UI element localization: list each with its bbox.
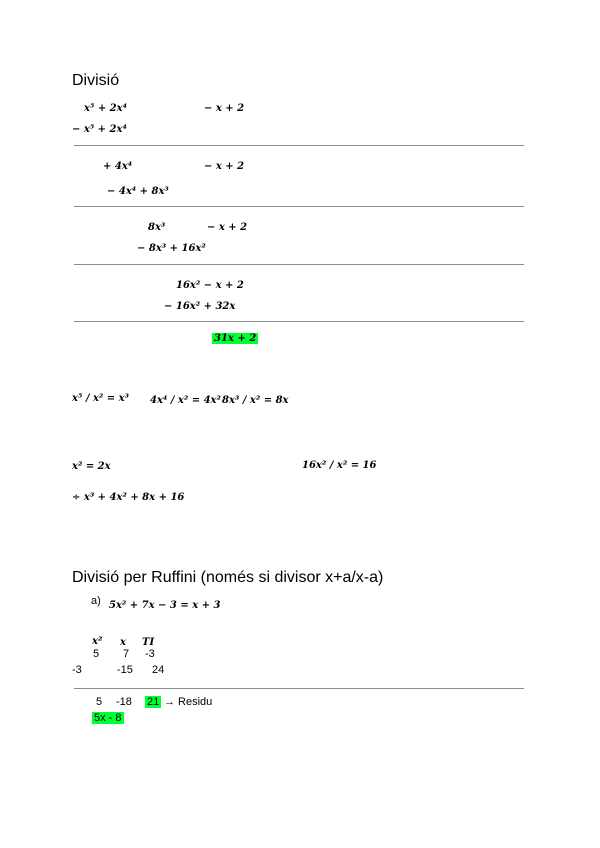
fraction-4x4-over-x2: 4x⁴ / x² = 4x² <box>150 395 221 406</box>
problem-label: a) <box>91 595 101 607</box>
dividend: x⁵ + 2x⁴ <box>84 103 127 114</box>
division-step2-divisor: − x + 2 <box>204 161 245 172</box>
residue-value: 21 <box>147 696 160 708</box>
division-rule-3 <box>74 264 524 265</box>
row2-cell-1: -15 <box>117 664 133 676</box>
problem-equation: 5x² + 7x − 3 = x + 3 <box>109 600 221 611</box>
divisor: − x + 2 <box>204 103 245 114</box>
row2-cell-2: 24 <box>152 664 165 676</box>
division-step3-remainder: 8x³ <box>148 222 166 233</box>
row1-cell-1: 5 <box>93 648 100 660</box>
division-step4-subtract: − 16x² + 32x <box>164 301 236 312</box>
result-cell-2: -18 <box>116 696 132 708</box>
residue-label: → Residu <box>164 696 213 708</box>
ruffini-divisor-value: -3 <box>72 664 82 676</box>
fraction-16x2-over-x2: 16x² / x² = 16 <box>302 460 377 471</box>
division-rule-2 <box>74 206 524 207</box>
division-step4-remainder: 16x² − x + 2 <box>176 280 244 291</box>
header-ti: TI <box>142 637 155 648</box>
division-step3-subtract: − 8x³ + 16x² <box>137 243 206 254</box>
ruffini-title: Divisió per Ruffini (només si divisor x+a/x-a) <box>72 569 384 586</box>
row1-cell-2: 7 <box>123 648 130 660</box>
ruffini-quotient: 5x - 8 <box>94 712 122 724</box>
header-x2: x² <box>92 636 103 647</box>
division-step3-divisor: − x + 2 <box>207 222 248 233</box>
quotient-result: ÷ x³ + 4x² + 8x + 16 <box>72 492 185 503</box>
fraction-x5-over-x2: x⁵ / x² = x³ <box>72 393 129 404</box>
result-cell-1: 5 <box>96 696 103 708</box>
fraction-8x3-over-x2: 8x³ / x² = 8x <box>222 395 289 406</box>
ruffini-rule <box>74 688 524 689</box>
division-title: Divisió <box>72 72 120 89</box>
division-step1-subtract: − x⁵ + 2x⁴ <box>72 124 127 135</box>
row1-cell-3: -3 <box>145 648 155 660</box>
division-step2-remainder: + 4x⁴ <box>103 161 133 172</box>
header-x: x <box>120 637 126 648</box>
division-step2-subtract: − 4x⁴ + 8x³ <box>107 186 169 197</box>
division-remainder: 31x + 2 <box>214 333 257 344</box>
division-rule-4 <box>74 321 524 322</box>
division-rule-1 <box>74 145 524 146</box>
equation-x2-2x: x² = 2x <box>72 461 111 472</box>
